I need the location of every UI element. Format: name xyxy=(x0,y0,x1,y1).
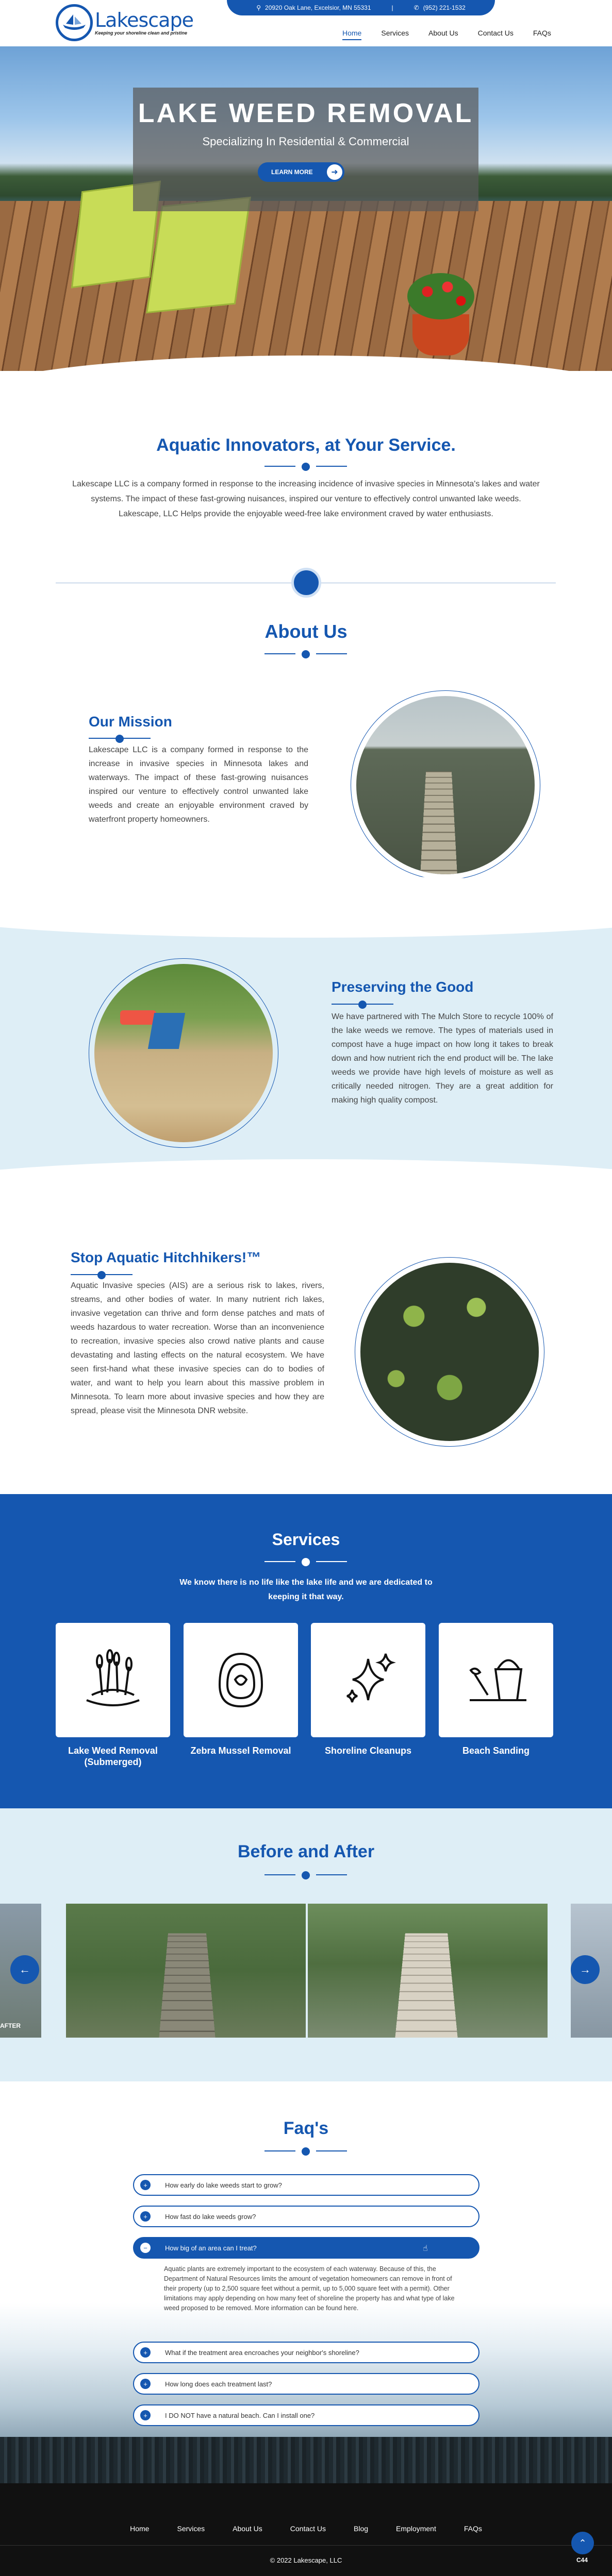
intro-divider xyxy=(264,463,347,470)
services-subtitle: We know there is no life like the lake life and we are dedicated to keeping it that way. xyxy=(179,1578,433,1601)
footer-nav xyxy=(0,2524,612,2533)
faq-item[interactable] xyxy=(133,2174,479,2196)
brand-tagline: Keeping your shoreline clean and pristine xyxy=(95,30,188,36)
plus-icon: + xyxy=(140,2410,151,2420)
preserving-text: We have partnered with The Mulch Store to recycle 100% of the lake weeds we remove. The types of materials used in compost have a huge impact on how long it takes to break down and how nutrient rich the end product will be. The lake weeds we provide have high levels of moisture as well as critically needed nitrogen. They are a great addition for making high quality compost. xyxy=(332,1012,553,1105)
logo[interactable] xyxy=(56,4,193,41)
flower-pot-image xyxy=(412,314,469,355)
boat-divider-icon xyxy=(302,463,310,471)
learn-more-button[interactable] xyxy=(258,162,344,182)
dock-lake-image xyxy=(356,696,535,874)
address-text: 20920 Oak Lane, Excelsior, MN 55331 xyxy=(265,4,371,11)
mission-text: Lakescape LLC is a company formed in response to the increase in invasive species in Minnesota lakes and waterways. The impact of these fast-growing nuisances inspired our venture to effectively control unwanted lake weeds and create an enjoyable environment craved by waterfront property homeowners. xyxy=(89,745,308,824)
faq-item[interactable] xyxy=(133,2342,479,2363)
service-label-shoreline[interactable]: Shoreline Cleanups xyxy=(324,1745,412,1756)
services-divider xyxy=(264,1558,347,1565)
copyright: © 2022 Lakescape, LLC xyxy=(270,2556,342,2564)
faq-item[interactable] xyxy=(133,2206,479,2227)
nav-faqs[interactable]: FAQs xyxy=(533,29,551,37)
address-item[interactable] xyxy=(256,4,371,11)
footer-link-blog[interactable]: Blog xyxy=(354,2524,369,2533)
boat-badge-icon xyxy=(291,568,321,598)
phone-item[interactable] xyxy=(414,4,466,11)
boat-divider-icon xyxy=(358,1001,367,1009)
mission-title: Our Mission xyxy=(89,714,172,730)
nav-contact[interactable]: Contact Us xyxy=(477,29,514,37)
service-card-beach-sanding[interactable] xyxy=(439,1623,553,1737)
faq-question: How long does each treatment last? xyxy=(165,2380,272,2388)
footer-link-home[interactable]: Home xyxy=(130,2524,150,2533)
boat-icon xyxy=(61,12,88,33)
lake-divers-image xyxy=(360,1263,539,1441)
about-title: About Us xyxy=(264,621,348,642)
learn-more-label: LEARN MORE xyxy=(271,168,313,176)
plus-icon: + xyxy=(140,2347,151,2358)
minus-icon: − xyxy=(140,2243,151,2253)
preserving-title: Preserving the Good xyxy=(332,979,474,995)
after-image xyxy=(308,1904,548,2038)
scroll-top-icon[interactable]: ⌃ xyxy=(571,2532,594,2554)
band-curve-bottom xyxy=(0,1159,612,1221)
location-icon: ⚲ xyxy=(256,4,261,11)
mission-photo xyxy=(351,690,540,880)
faq-title: Faq's xyxy=(283,2119,329,2138)
services-title: Services xyxy=(272,1530,340,1549)
phone-text: (952) 221-1532 xyxy=(423,4,466,11)
phone-icon: ✆ xyxy=(413,4,419,11)
footer-link-employment[interactable]: Employment xyxy=(396,2524,436,2533)
mission-divider xyxy=(89,735,151,742)
before-image xyxy=(66,1904,306,2038)
hero-banner xyxy=(0,46,612,371)
faq-item[interactable] xyxy=(133,2404,479,2426)
flowers-image xyxy=(407,273,474,319)
before-after-divider xyxy=(264,1871,347,1878)
hitchhikers-text: Aquatic Invasive species (AIS) are a serious risk to lakes, rivers, streams, and other bodies of water. In many nutrient rich lakes, invasive vegetation can thrive and form dense patches and mats of weeds hazardous to water recreation. Worse than an inconvenience to recreation, invasive species also crowd native plants and cause devastating and lasting effects on the natural ecosystem. We have seen first-hand what these invasive species can do to bodies of water, and want to help you learn about this massive problem in Minnesota. To learn more about invasive species and how they are spread, please visit the Minnesota DNR website. xyxy=(71,1281,324,1415)
faq-question: How fast do lake weeds grow? xyxy=(165,2212,256,2221)
footer-link-about[interactable]: About Us xyxy=(233,2524,262,2533)
logo-mark xyxy=(56,4,93,41)
hitchhikers-title: Stop Aquatic Hitchhikers!™ xyxy=(71,1249,261,1265)
intro-text: Lakescape LLC is a company formed in response to the increasing incidence of invasive species in Minnesota's lakes and water systems. The impact of these fast-growing nuisances, inspired our venture to effectively control unwanted lake weeds. Lakescape, LLC Helps provide the enjoyable weed-free lake environment craved by water enthusiasts. xyxy=(72,480,540,518)
mussel-icon xyxy=(184,1623,298,1737)
plus-icon: + xyxy=(140,2180,151,2190)
divider-bar: | xyxy=(391,4,393,11)
about-divider xyxy=(264,650,347,657)
plus-icon: + xyxy=(140,2379,151,2389)
service-label-lake-weed[interactable]: Lake Weed Removal (Submerged) xyxy=(68,1745,158,1767)
lake-weed-icon xyxy=(56,1623,170,1737)
footer-link-faqs[interactable]: FAQs xyxy=(464,2524,482,2533)
prev-slide-caption: AFTER xyxy=(0,2022,21,2029)
faq-question: How early do lake weeds start to grow? xyxy=(165,2181,282,2189)
arrow-right-icon: ➜ xyxy=(327,164,342,180)
arrow-right-icon[interactable]: → xyxy=(571,1955,600,1984)
boat-divider-icon xyxy=(302,1871,310,1879)
plus-icon: + xyxy=(140,2211,151,2222)
faq-question: How big of an area can I treat? xyxy=(165,2244,257,2252)
footer-rule xyxy=(0,2545,612,2546)
hitchhikers-divider xyxy=(71,1271,133,1278)
boat-divider-icon xyxy=(302,2147,310,2156)
hero-subtitle: Specializing In Residential & Commercial xyxy=(202,135,409,148)
tree-line-image xyxy=(0,2437,612,2488)
arrow-left-icon[interactable]: ← xyxy=(10,1955,39,1984)
contact-bar xyxy=(227,0,495,15)
service-card-shoreline[interactable] xyxy=(311,1623,425,1737)
faq-divider xyxy=(264,2147,347,2155)
service-label-zebra-mussel[interactable]: Zebra Mussel Removal xyxy=(190,1745,291,1756)
counter-badge: C44 xyxy=(576,2556,588,2564)
hero-title: LAKE WEED REMOVAL xyxy=(138,98,474,128)
beach-image xyxy=(94,964,273,1142)
boat-divider-icon xyxy=(302,1558,310,1566)
faq-question: I DO NOT have a natural beach. Can I install one? xyxy=(165,2411,315,2419)
chair-image-2 xyxy=(146,197,251,314)
preserving-photo xyxy=(89,958,278,1148)
nav-services[interactable]: Services xyxy=(381,29,409,37)
boat-divider-icon xyxy=(115,735,124,743)
band-curve-top xyxy=(0,876,612,938)
service-card-zebra-mussel[interactable] xyxy=(184,1623,298,1737)
nav-about[interactable]: About Us xyxy=(428,29,458,37)
brand-name: Lakescape xyxy=(95,9,193,31)
faq-item-open[interactable] xyxy=(133,2237,479,2259)
service-card-lake-weed[interactable] xyxy=(56,1623,170,1737)
hero-curve xyxy=(0,355,612,438)
faq-question: What if the treatment area encroaches your neighbor's shoreline? xyxy=(165,2348,359,2357)
preserving-divider xyxy=(332,1001,393,1008)
hitchhikers-photo xyxy=(355,1257,544,1447)
service-label-beach[interactable]: Beach Sanding xyxy=(462,1745,530,1756)
footer-link-contact[interactable]: Contact Us xyxy=(290,2524,326,2533)
cursor-icon: ☝ xyxy=(423,2244,428,2253)
main-nav xyxy=(342,29,551,40)
faq-answer: Aquatic plants are extremely important to the ecosystem of each waterway. Because of this, the Department of Natural Resources limits the amount of vegetation homeowners can remove in front of their property (up to 2,500 square feet without a permit, up to 5,000 square feet with a permit). Other limitations may apply depending on how many feet of shoreline the property has and what type of lake weed proposed to be removed. More information can be found here. xyxy=(164,2265,455,2312)
footer-link-services[interactable]: Services xyxy=(177,2524,205,2533)
sparkle-icon xyxy=(311,1623,425,1737)
nav-home[interactable]: Home xyxy=(342,29,361,40)
sand-bucket-icon xyxy=(439,1623,553,1737)
boat-divider-icon xyxy=(97,1271,106,1279)
before-after-title: Before and After xyxy=(237,1842,375,1861)
boat-divider-icon xyxy=(302,650,310,658)
faq-item[interactable] xyxy=(133,2373,479,2395)
intro-title: Aquatic Innovators, at Your Service. xyxy=(156,435,456,455)
